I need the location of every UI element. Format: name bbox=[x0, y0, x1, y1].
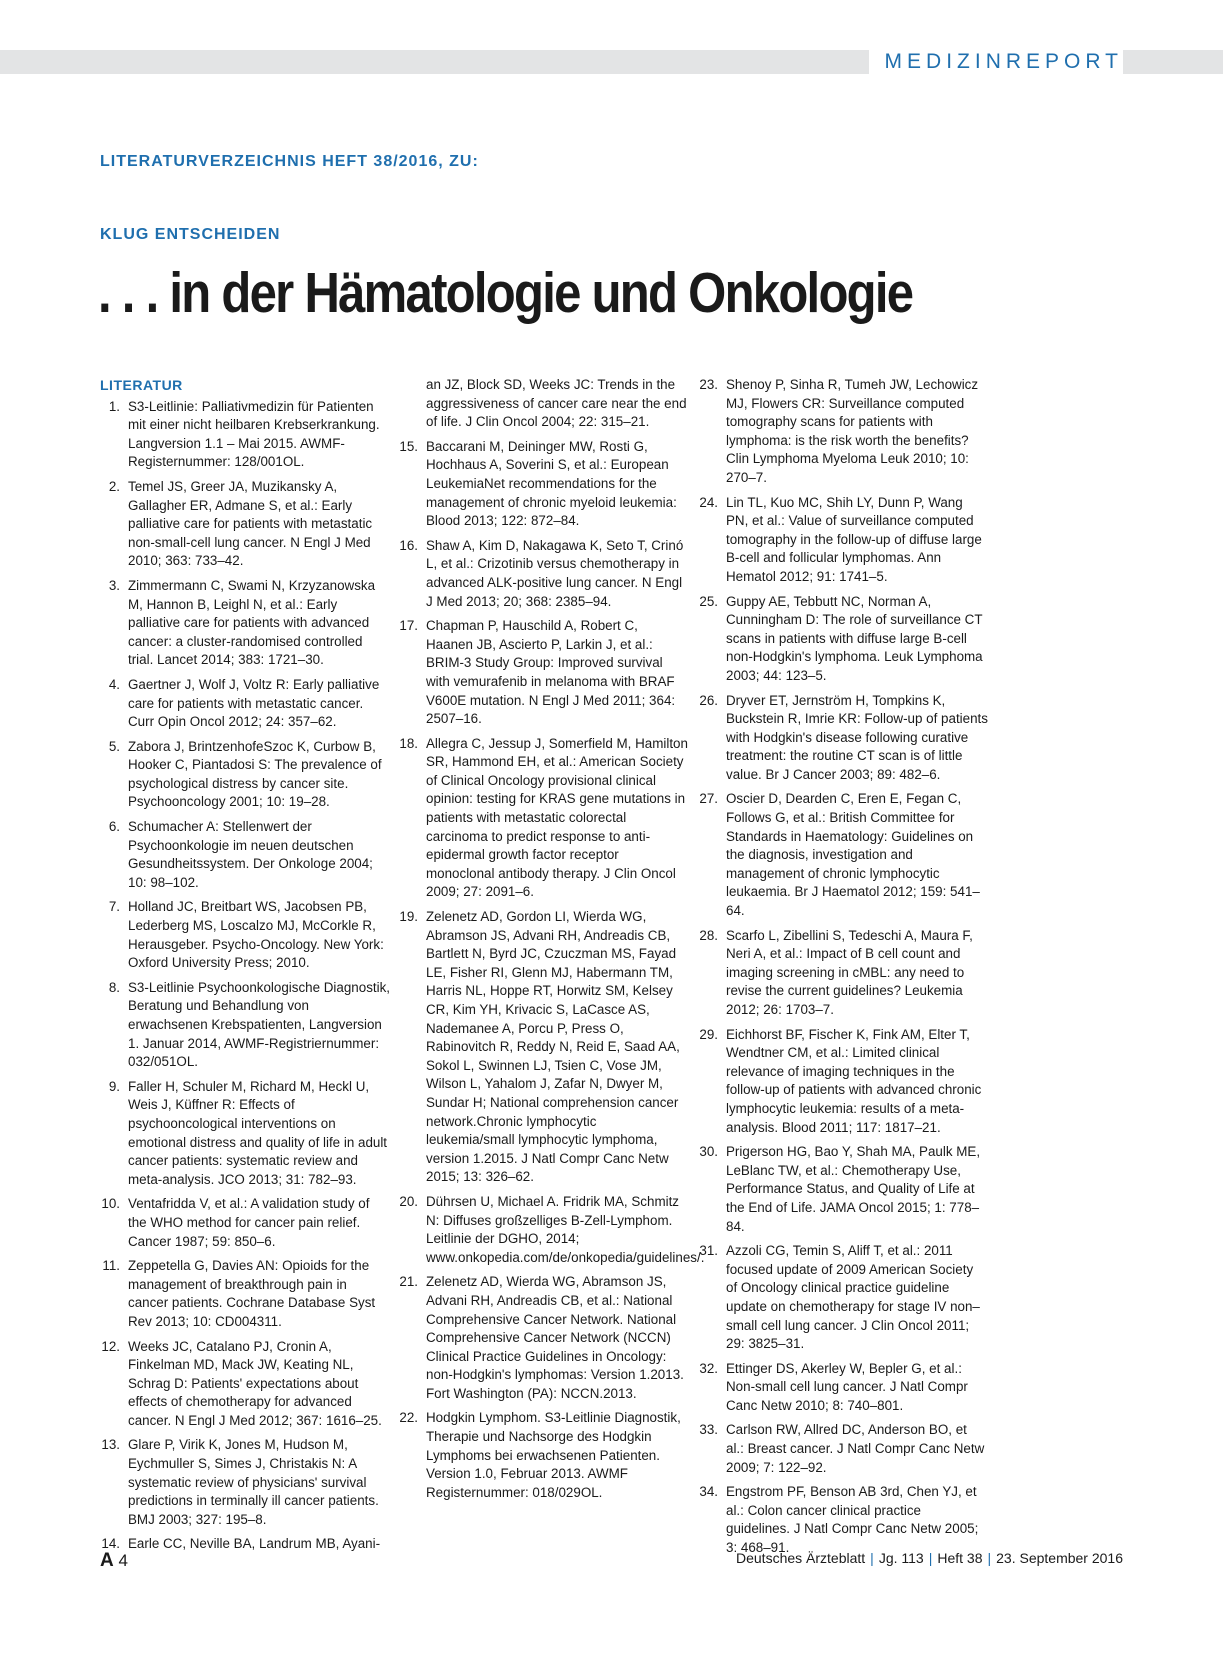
reference-number: 31. bbox=[699, 1243, 718, 1259]
reference-number: 32. bbox=[699, 1360, 718, 1376]
reference-item bbox=[100, 1535, 390, 1554]
reference-item bbox=[398, 1409, 688, 1502]
reference-item bbox=[698, 494, 988, 587]
reference-number: 19. bbox=[399, 909, 418, 925]
reference-text: Scarfo L, Zibellini S, Tedeschi A, Maura F, Neri A, et al.: Impact of B cell count and imaging screening in cMBL: any need to revise the current guidelines? Leukemia 2012; 26: 1703–7. bbox=[726, 927, 973, 1017]
reference-text: Baccarani M, Deininger MW, Rosti G, Hochhaus A, Soverini S, et al.: European LeukemiaNet recommendations for the management of chronic myeloid leukemia: Blood 2013; 122: 872–84. bbox=[426, 438, 677, 529]
reference-text: Oscier D, Dearden C, Eren E, Fegan C, Follows G, et al.: British Committee for Standards in Haematology: Guidelines on the diagnosis, investigation and management of chronic lymphocytic leukaemia. Br J Haematol 2012; 159: 541–64. bbox=[726, 791, 980, 919]
reference-number: 30. bbox=[699, 1144, 718, 1160]
reference-number: 10. bbox=[101, 1196, 120, 1212]
reference-number: 5. bbox=[108, 738, 120, 754]
reference-item bbox=[398, 438, 688, 531]
reference-number: 1. bbox=[108, 398, 120, 414]
reference-number: 4. bbox=[108, 676, 120, 692]
reference-item bbox=[698, 1360, 988, 1416]
reference-item bbox=[698, 1483, 988, 1557]
reference-number: 2. bbox=[108, 478, 120, 494]
reference-text: Glare P, Virik K, Jones M, Hudson M, Eychmuller S, Simes J, Christakis N: A systematic review of physicians' survival predictions in terminally ill cancer patients. BMJ 2003; 327: 195–8. bbox=[128, 1437, 379, 1527]
reference-item bbox=[398, 908, 688, 1187]
reference-column-2 bbox=[398, 376, 705, 1508]
reference-item bbox=[698, 1143, 988, 1236]
reference-text: Engstrom PF, Benson AB 3rd, Chen YJ, et al.: Colon cancer clinical practice guidelines. J Natl Compr Canc Netw 2005; 3: 468–91. bbox=[726, 1484, 979, 1556]
reference-item bbox=[698, 927, 988, 1020]
reference-number: 16. bbox=[399, 537, 418, 553]
journal-volume: Jg. 113 bbox=[878, 1550, 924, 1566]
reference-item bbox=[698, 692, 988, 785]
reference-text: Zelenetz AD, Wierda WG, Abramson JS, Advani RH, Andreadis CB, et al.: National Comprehensive Cancer Network. National Comprehensive Cancer Network (NCCN) Clinical Practice Guidelines in Oncology: non-Hodgkin's lymphomas: Version 1.2013. Fort Washington (PA): NCCN.2013. bbox=[426, 1274, 684, 1401]
reference-number: 11. bbox=[102, 1258, 120, 1274]
reference-text: Gaertner J, Wolf J, Voltz R: Early palliative care for patients with metastatic cancer. Curr Opin Oncol 2012; 24: 357–62. bbox=[128, 676, 380, 730]
reference-text: Shenoy P, Sinha R, Tumeh JW, Lechowicz MJ, Flowers CR: Surveillance computed tomography scans for patients with lymphoma: is the risk worth the benefits? Clin Lymphoma Myeloma Leuk 2010; 10: 270–7. bbox=[726, 377, 979, 485]
reference-text: Faller H, Schuler M, Richard M, Heckl U, Weis J, Küffner R: Effects of psychooncological interventions on emotional distress and quality of life in adult cancer patients: systematic review and meta-analysis. JCO 2013; 31: 782–93. bbox=[128, 1078, 388, 1187]
reference-item bbox=[100, 1436, 390, 1529]
reference-number: 6. bbox=[108, 819, 120, 835]
reference-text: Zelenetz AD, Gordon LI, Wierda WG, Abramson JS, Advani RH, Andreadis CB, Bartlett N, Byrd JC, Czuczman MS, Fayad LE, Fisher RI, Glenn MJ, Habermann TM, Harris NL, Hoppe RT, Horwitz SM, Kelsey CR, Kim YH, Krivacic S, LaCasce AS, Nademanee A, Porcu P, Press O, Rabinovitch R, Reddy N, Reid E, Saad AA, Sokol L, Swinnen LJ, Tsien C, Vose JM, Wilson L, Yahalom J, Zafar N, Dwyer M, Sundar H; National comprehension cancer network.Chronic lymphocytic leukemia/small lymphocytic lymphoma, version 1.2015. J Natl Compr Canc Netw 2015; 13: 326–62. bbox=[426, 909, 680, 1185]
reference-text: Weeks JC, Catalano PJ, Cronin A, Finkelman MD, Mack JW, Keating NL, Schrag D: Patients' expectations about effects of chemotherapy for advanced cancer. N Engl J Med 2012; 367: 1616–25. bbox=[128, 1338, 382, 1428]
reference-text: Chapman P, Hauschild A, Robert C, Haanen JB, Ascierto P, Larkin J, et al.: BRIM-3 Study Group: Improved survival with vemurafenib in melanoma with BRAF V600E mutation. N Engl J Med 2011; 364: 2507–16. bbox=[426, 618, 676, 727]
journal-issue: Heft 38 bbox=[937, 1550, 983, 1566]
reference-text: Prigerson HG, Bao Y, Shah MA, Paulk ME, LeBlanc TW, et al.: Chemotherapy Use, Performance Status, and Quality of Life at the End of Life. JAMA Oncol 2015; 1: 778–84. bbox=[726, 1144, 981, 1234]
reference-text: Earle CC, Neville BA, Landrum MB, Ayani- bbox=[128, 1536, 381, 1552]
reference-item bbox=[698, 1421, 988, 1477]
reference-number: 24. bbox=[699, 494, 718, 510]
reference-number: 17. bbox=[399, 618, 418, 634]
reference-number: 18. bbox=[399, 735, 418, 751]
page-letter: A bbox=[100, 1550, 114, 1571]
reference-text: Carlson RW, Allred DC, Anderson BO, et al.: Breast cancer. J Natl Compr Canc Netw 2009; 7: 122–92. bbox=[726, 1422, 985, 1475]
reference-list bbox=[398, 438, 705, 1503]
reference-list bbox=[698, 376, 988, 1558]
reference-continuation: an JZ, Block SD, Weeks JC: Trends in the aggressiveness of cancer care near the end of life. J Clin Oncol 2004; 22: 315–21. bbox=[426, 377, 687, 430]
reference-column-1 bbox=[100, 376, 390, 1560]
reference-item bbox=[100, 577, 390, 670]
reference-text: Zeppetella G, Davies AN: Opioids for the management of breakthrough pain in cancer patients. Cochrane Database Syst Rev 2013; 10: CD004311. bbox=[128, 1258, 376, 1329]
reference-text: Holland JC, Breitbart WS, Jacobsen PB, Lederberg MS, Loscalzo MJ, McCorkle R, Herausgeber. Psycho-Oncology. New York: Oxford University Press; 2010. bbox=[128, 899, 384, 971]
reference-number: 33. bbox=[699, 1422, 718, 1438]
reference-text: S3-Leitlinie Psychoonkologische Diagnostik, Beratung und Behandlung von erwachsenen Krebspatienten, Langversion 1. Januar 2014, AWMF-Registriernummer: 032/051OL. bbox=[128, 979, 391, 1070]
reference-text: Eichhorst BF, Fischer K, Fink AM, Elter T, Wendtner CM, et al.: Limited clinical relevance of imaging techniques in the follow-up of patients with advanced chronic lymphocytic leukemia: results of a meta-analysis. Blood 2011; 117: 1817–21. bbox=[726, 1026, 982, 1135]
section-label: MEDIZINREPORT bbox=[869, 50, 1123, 74]
reference-item bbox=[398, 617, 688, 729]
reference-number: 7. bbox=[108, 899, 120, 915]
reference-number: 15. bbox=[399, 438, 418, 454]
reference-item bbox=[100, 818, 390, 892]
page-title: . . . in der Hämatologie und Onkologie bbox=[98, 261, 913, 325]
reference-item bbox=[398, 537, 688, 611]
reference-text: Temel JS, Greer JA, Muzikansky A, Gallagher ER, Admane S, et al.: Early palliative care for patients with metastatic non-small-cell lung cancer. N Engl J Med 2010; 363: 733–42. bbox=[128, 478, 373, 569]
reference-item bbox=[698, 376, 988, 488]
separator: | bbox=[928, 1550, 933, 1566]
reference-text: Hodgkin Lymphom. S3-Leitlinie Diagnostik, Therapie und Nachsorge des Hodgkin Lymphoms bei erwachsenen Patienten. Version 1.0, Februar 2013. AWMF Registernummer: 018/029OL. bbox=[426, 1410, 681, 1500]
reference-text: Guppy AE, Tebbutt NC, Norman A, Cunningham D: The role of surveillance CT scans in patients with diffuse large B-cell non-Hodgkin's lymphoma. Leuk Lymphoma 2003; 44: 123–5. bbox=[726, 593, 983, 683]
reference-item bbox=[398, 735, 688, 902]
reference-item bbox=[698, 1026, 988, 1138]
journal-date: 23. September 2016 bbox=[996, 1550, 1123, 1566]
reference-item bbox=[398, 1273, 688, 1403]
reference-number: 8. bbox=[108, 979, 120, 995]
reference-number: 34. bbox=[699, 1484, 718, 1500]
reference-item bbox=[100, 738, 390, 812]
reference-text: Azzoli CG, Temin S, Aliff T, et al.: 2011 focused update of 2009 American Society of Oncology clinical practice guideline update on chemotherapy for stage IV non–small cell lung cancer. J Clin Oncol 2011; 29: 3825–31. bbox=[726, 1243, 980, 1352]
reference-number: 22. bbox=[399, 1410, 418, 1426]
reference-item bbox=[100, 1257, 390, 1331]
reference-column-3 bbox=[698, 376, 988, 1564]
reference-number: 28. bbox=[699, 927, 718, 943]
reference-number: 26. bbox=[699, 692, 718, 708]
reference-number: 13. bbox=[101, 1437, 120, 1453]
page-number bbox=[100, 1550, 128, 1572]
reference-item bbox=[100, 478, 390, 571]
reference-text: Dryver ET, Jernström H, Tompkins K, Buckstein R, Imrie KR: Follow-up of patients with Hodgkin's disease following curative treatment: the routine CT scan is of little value. Br J Cancer 2003; 89: 482–6. bbox=[726, 692, 988, 782]
reference-text: S3-Leitlinie: Palliativmedizin für Patienten mit einer nicht heilbaren Krebserkrankung. Langversion 1.1 – Mai 2015. AWMF-Registernummer: 128/001OL. bbox=[128, 398, 380, 470]
reference-text: Zimmermann C, Swami N, Krzyzanowska M, Hannon B, Leighl N, et al.: Early palliative care for patients with advanced cancer: a cluster-randomised controlled trial. Lancet 2014; 383: 1721–30. bbox=[128, 577, 376, 668]
literatur-heading: LITERATUR bbox=[100, 377, 183, 393]
journal-name: Deutsches Ärzteblatt bbox=[736, 1550, 866, 1566]
reference-item bbox=[100, 979, 390, 1072]
reference-number: 25. bbox=[699, 593, 718, 609]
reference-text: Ettinger DS, Akerley W, Bepler G, et al.: Non-small cell lung cancer. J Natl Compr Canc Netw 2010; 8: 740–801. bbox=[726, 1360, 968, 1413]
reference-item bbox=[100, 1195, 390, 1251]
kicker-bibliography: LITERATURVERZEICHNIS HEFT 38/2016, ZU: bbox=[100, 153, 479, 170]
separator: | bbox=[870, 1550, 874, 1566]
reference-number: 27. bbox=[699, 791, 718, 807]
reference-text: Shaw A, Kim D, Nakagawa K, Seto T, Crinó L, et al.: Crizotinib versus chemotherapy in advanced ALK-positive lung cancer. N Engl J Med 2013; 20; 368: 2385–94. bbox=[426, 537, 684, 609]
reference-number: 29. bbox=[699, 1026, 718, 1042]
reference-text: Schumacher A: Stellenwert der Psychoonkologie im neuen deutschen Gesundheitssystem. Der Onkologe 2004; 10: 98–102. bbox=[128, 819, 373, 890]
reference-text: Dührsen U, Michael A. Fridrik MA, Schmitz N: Diffuses großzelliges B-Zell-Lymphom. Leitlinie der DGHO, 2014; www.onkopedia.com/de/onkopedia/guidelines/. bbox=[426, 1193, 705, 1265]
kicker-topic: KLUG ENTSCHEIDEN bbox=[100, 226, 281, 243]
reference-item bbox=[100, 1338, 390, 1431]
reference-number: 3. bbox=[108, 577, 120, 593]
reference-text: Lin TL, Kuo MC, Shih LY, Dunn P, Wang PN, et al.: Value of surveillance computed tomography in the follow-up of diffuse large B-cell and follicular lymphomas. Ann Hematol 2012; 91: 1741–5. bbox=[726, 494, 982, 584]
reference-item bbox=[100, 1078, 390, 1190]
reference-item bbox=[698, 790, 988, 920]
reference-number: 14. bbox=[101, 1536, 120, 1552]
reference-number: 21. bbox=[399, 1274, 418, 1290]
reference-text: Zabora J, BrintzenhofeSzoc K, Curbow B, Hooker C, Piantadosi S: The prevalence of psychological distress by cancer site. Psychooncology 2001; 10: 19–28. bbox=[128, 738, 382, 810]
reference-number: 20. bbox=[399, 1193, 418, 1209]
journal-info bbox=[736, 1550, 1123, 1566]
reference-item bbox=[698, 593, 988, 686]
reference-text: Allegra C, Jessup J, Somerfield M, Hamilton SR, Hammond EH, et al.: American Society of Clinical Oncology provisional clinical opinion: testing for KRAS gene mutations in patients with metastatic colorectal carcinoma to predict response to anti-epidermal growth factor receptor monoclonal antibody therapy. J Clin Oncol 2009; 27: 2091–6. bbox=[426, 735, 688, 900]
reference-item bbox=[100, 676, 390, 732]
reference-list bbox=[100, 398, 390, 1554]
reference-item bbox=[100, 898, 390, 972]
reference-item bbox=[100, 398, 390, 472]
reference-number: 12. bbox=[101, 1338, 120, 1354]
reference-number: 23. bbox=[699, 377, 718, 392]
reference-number: 9. bbox=[108, 1078, 120, 1094]
reference-item bbox=[698, 1242, 988, 1354]
reference-text: Ventafridda V, et al.: A validation study of the WHO method for cancer pain relief. Cancer 1987; 59: 850–6. bbox=[128, 1196, 370, 1249]
reference-item bbox=[398, 1193, 705, 1267]
separator: | bbox=[987, 1550, 992, 1566]
page-number-value: 4 bbox=[118, 1551, 128, 1570]
